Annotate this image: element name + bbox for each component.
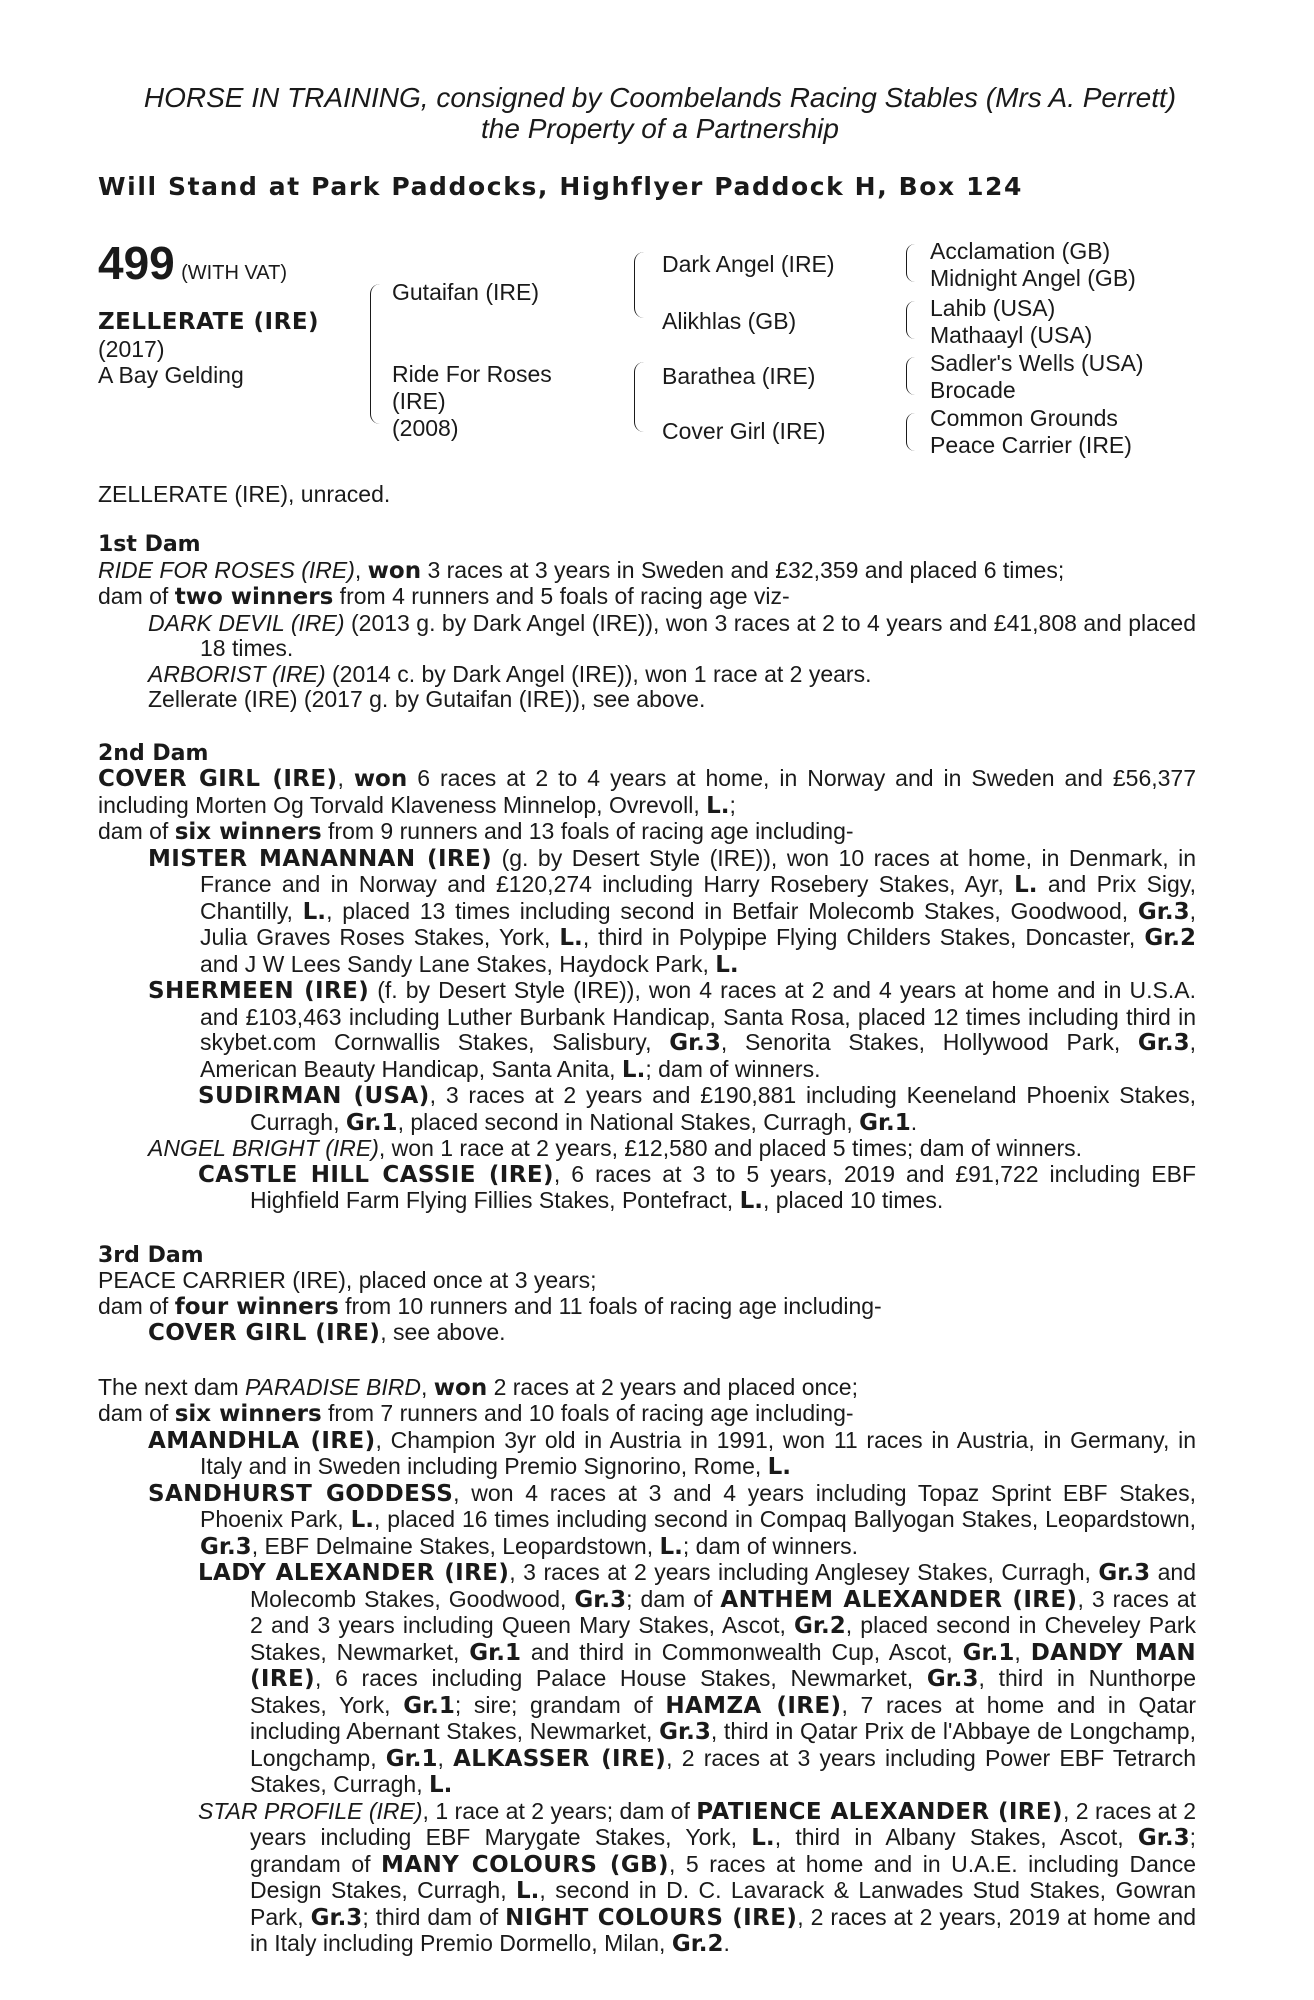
ggp-1: Acclamation (GB) <box>930 238 1111 264</box>
produce-amandhla: AMANDHLA (IRE), Champion 3yr old in Austria in 1991, won 11 races in Austria, in Germany, in Italy and in Sweden including Premio Signorino, Rome, L. <box>148 1426 1196 1480</box>
race-record-intro: ZELLERATE (IRE), unraced. <box>98 481 391 507</box>
horse-description: A Bay Gelding <box>98 362 244 388</box>
produce-cover-girl: COVER GIRL (IRE), see above. <box>148 1319 506 1346</box>
sire-sire: Dark Angel (IRE) <box>662 251 835 277</box>
pedigree-brace-g1 <box>906 244 915 282</box>
pedigree-brace-g3 <box>906 357 915 395</box>
produce-angel-bright: ANGEL BRIGHT (IRE), won 1 race at 2 years, £12,580 and placed 5 times; dam of winners. <box>148 1135 1083 1161</box>
property-line: the Property of a Partnership <box>481 113 839 144</box>
dam-line-2: (IRE) <box>392 388 446 414</box>
third-dam-produce-summary: dam of four winners from 10 runners and 11 foals of racing age including- <box>98 1292 882 1320</box>
sire-dam: Alikhlas (GB) <box>662 308 797 334</box>
second-dam-produce-summary: dam of six winners from 9 runners and 13 foals of racing age including- <box>98 818 854 845</box>
ggp-8: Peace Carrier (IRE) <box>930 432 1132 458</box>
produce-arborist: ARBORIST (IRE) (2014 c. by Dark Angel (IRE)), won 1 race at 2 years. <box>148 660 872 687</box>
pedigree-brace-dam <box>634 362 645 432</box>
next-dam-record: The next dam PARADISE BIRD, won 2 races at 2 years and placed once; <box>98 1373 858 1401</box>
first-dam-title: 1st Dam <box>98 532 201 557</box>
dam-dam: Cover Girl (IRE) <box>662 418 826 444</box>
dam-line-1: Ride For Roses <box>392 361 552 387</box>
produce-sandhurst-goddess: SANDHURST GODDESS, won 4 races at 3 and 4 years including Topaz Sprint EBF Stakes, Phoenix Park, L., placed 16 times including second in Compaq Ballyogan Stakes, Leopardstown, Gr.3, EBF Delmaine Stakes, Leopardstown, L.; dam of winners. <box>148 1479 1196 1560</box>
ggp-5: Sadler's Wells (USA) <box>930 350 1144 376</box>
next-dam-produce-summary: dam of six winners from 7 runners and 10 foals of racing age including- <box>98 1400 854 1427</box>
ggp-7: Common Grounds <box>930 405 1118 431</box>
produce-lady-alexander: LADY ALEXANDER (IRE), 3 races at 2 years including Anglesey Stakes, Curragh, Gr.3 and Molecomb Stakes, Goodwood, Gr.3; dam of ANTHEM ALEXANDER (IRE), 3 races at 2 and 3 years including Queen Mary Stakes, Ascot, Gr.2, placed second in Cheveley Park Stakes, Newmarket, Gr.1 and third in Commonwealth Cup, Ascot, Gr.1, DANDY MAN (IRE), 6 races including Palace House Stakes, Newmarket, Gr.3, third in Nunthorpe Stakes, York, Gr.1; sire; grandam of HAMZA (IRE), 7 races at home and in Qatar including Abernant Stakes, Newmarket, Gr.3, third in Qatar Prix de l'Abbaye de Longchamp, Longchamp, Gr.1, ALKASSER (IRE), 2 races at 3 years including Power EBF Tetrarch Stakes, Curragh, L. <box>198 1559 1197 1798</box>
ggp-3: Lahib (USA) <box>930 295 1056 321</box>
produce-castle-hill-cassie: CASTLE HILL CASSIE (IRE), 6 races at 3 to 5 years, 2019 and £91,722 including EBF Highfield Farm Flying Fillies Stakes, Pontefract, L., placed 10 times. <box>198 1160 1197 1214</box>
horse-name: ZELLERATE (IRE) <box>98 309 320 335</box>
produce-star-profile: STAR PROFILE (IRE), 1 race at 2 years; dam of PATIENCE ALEXANDER (IRE), 2 races at 2 years including EBF Marygate Stakes, York, L., third in Albany Stakes, Ascot, Gr.3; grandam of MANY COLOURS (GB), 5 races at home and in U.A.E. including Dance Design Stakes, Curragh, L., second in D. C. Lavarack & Lanwades Stud Stakes, Gowran Park, Gr.3; third dam of NIGHT COLOURS (IRE), 2 races at 2 years, 2019 at home and in Italy including Premio Dormello, Milan, Gr.2. <box>198 1797 1197 1957</box>
third-dam-title: 3rd Dam <box>98 1242 204 1268</box>
stand-location: Will Stand at Park Paddocks, Highflyer Paddock H, Box 124 <box>98 172 1024 201</box>
foaling-year: (2017) <box>98 336 165 362</box>
ggp-6: Brocade <box>930 377 1016 403</box>
pedigree-brace-g4 <box>906 413 915 451</box>
produce-shermeen: SHERMEEN (IRE) (f. by Desert Style (IRE)), won 4 races at 2 and 4 years at home and in U.S.A. and £103,463 including Luther Burbank Handicap, Santa Rosa, placed 12 times including third in skybet.com Cornwallis Stakes, Salisbury, Gr.3, Senorita Stakes, Hollywood Park, Gr.3, American Beauty Handicap, Santa Anita, L.; dam of winners. <box>148 977 1197 1083</box>
pedigree-brace-sire <box>634 252 645 318</box>
first-dam-produce-summary: dam of two winners from 4 runners and 5 foals of racing age viz- <box>98 583 790 610</box>
pedigree-brace-main <box>370 284 383 424</box>
second-dam-record: COVER GIRL (IRE), won 6 races at 2 to 4 years at home, in Norway and in Sweden and £56,377 including Morten Og Torvald Klaveness Minnelop, Ovrevoll, L.; <box>98 765 1196 819</box>
dam-line-3: (2008) <box>392 415 459 441</box>
ggp-2: Midnight Angel (GB) <box>930 265 1136 291</box>
second-dam-title: 2nd Dam <box>98 740 209 766</box>
lot-number: 499 <box>98 237 175 289</box>
produce-dark-devil: DARK DEVIL (IRE) (2013 g. by Dark Angel (IRE)), won 3 races at 2 to 4 years and £41,808 and placed 18 times. <box>148 609 1196 661</box>
third-dam-record: PEACE CARRIER (IRE), placed once at 3 years; <box>98 1267 597 1293</box>
consignor-line: HORSE IN TRAINING, consigned by Coombelands Racing Stables (Mrs A. Perrett) <box>143 82 1177 113</box>
lot-number-block <box>98 237 288 289</box>
dam-sire: Barathea (IRE) <box>662 363 816 389</box>
ggp-4: Mathaayl (USA) <box>930 322 1093 348</box>
sire: Gutaifan (IRE) <box>392 279 539 305</box>
consignment-header <box>120 82 1200 144</box>
vat-note: (WITH VAT) <box>181 262 288 284</box>
first-dam-record: RIDE FOR ROSES (IRE), won 3 races at 3 years in Sweden and £32,359 and placed 6 times; <box>98 556 1065 584</box>
produce-zellerate: Zellerate (IRE) (2017 g. by Gutaifan (IRE)), see above. <box>148 686 706 712</box>
produce-sudirman: SUDIRMAN (USA), 3 races at 2 years and £190,881 including Keeneland Phoenix Stakes, Curragh, Gr.1, placed second in National Stakes, Curragh, Gr.1. <box>198 1082 1196 1136</box>
pedigree-brace-g2 <box>906 301 915 339</box>
produce-mister-manannan: MISTER MANANNAN (IRE) (g. by Desert Style (IRE)), won 10 races at home, in Denmark, in France and in Norway and £120,274 including Harry Rosebery Stakes, Ayr, L. and Prix Sigy, Chantilly, L., placed 13 times including second in Betfair Molecomb Stakes, Goodwood, Gr.3, Julia Graves Roses Stakes, York, L., third in Polypipe Flying Childers Stakes, Doncaster, Gr.2 and J W Lees Sandy Lane Stakes, Haydock Park, L. <box>148 844 1196 978</box>
pedigree-notes <box>98 532 1196 1958</box>
